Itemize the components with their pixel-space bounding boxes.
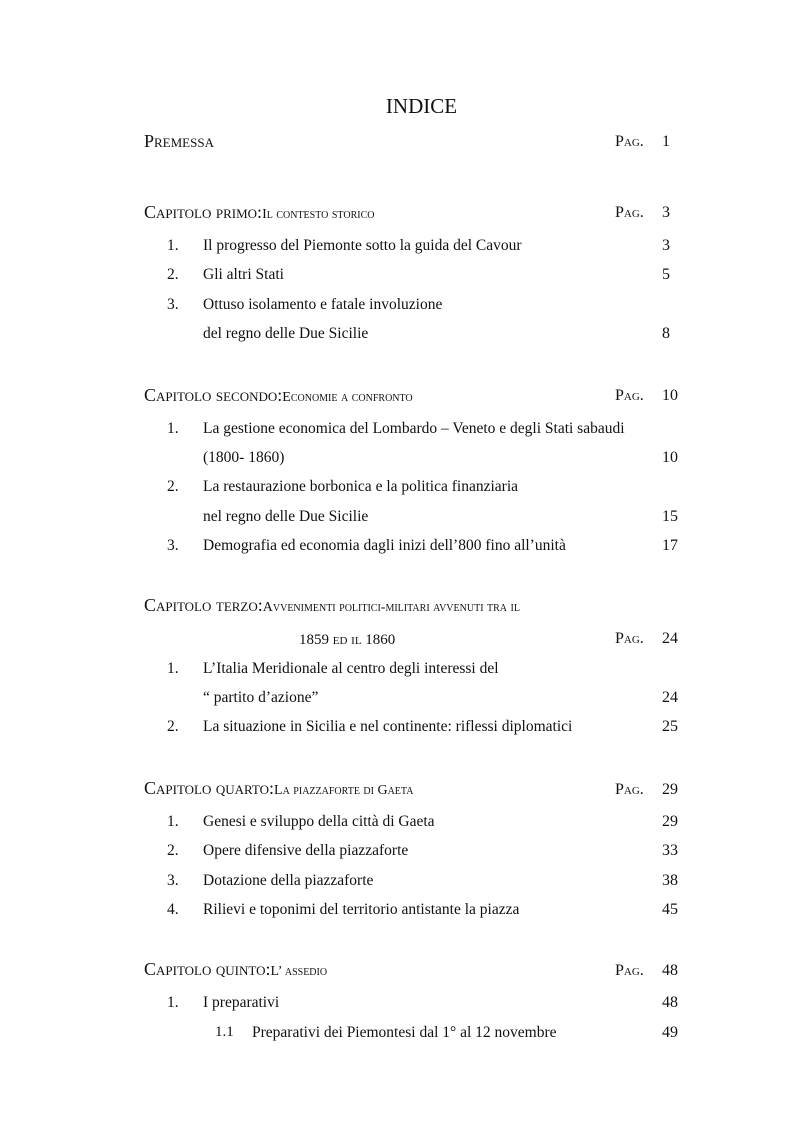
item-page: 29 [662,813,678,830]
chapter-page: 48 [662,962,678,979]
item-page: 5 [662,266,670,283]
item-title-continued: del regno delle Due Sicilie [203,325,369,342]
chapter-subtitle: Il contesto storico [262,207,375,222]
item-title: Rilievi e toponimi del territorio antistante la piazza [203,901,520,918]
item-title: Demografia ed economia dagli inizi dell’800 fino all’unità [203,537,566,554]
item-page: 45 [662,901,678,918]
chapter-pag: Pag. [615,204,644,221]
item-title: La restaurazione borbonica e la politica finanziaria [203,478,519,495]
chapter-name: Capitolo primo: [144,202,263,222]
chapter-name: Capitolo terzo: [144,595,263,615]
premessa-pag: Pag. [615,133,644,150]
item-title: L’Italia Meridionale al centro degli interessi del [203,660,499,677]
chapter-pag: Pag. [615,630,644,647]
chapter-heading [144,385,413,406]
chapter-page: 10 [662,387,678,404]
item-page: 49 [662,1024,678,1041]
item-number: 2. [167,478,179,495]
chapter-heading [144,202,374,223]
chapter-pag: Pag. [615,387,644,404]
chapter-subtitle: Economie a confronto [282,390,413,405]
item-page: 33 [662,842,678,859]
item-title: Dotazione della piazzaforte [203,872,374,889]
chapter-subtitle: Avvenimenti politici-militari avvenuti tra il [262,600,520,615]
chapter-pag: Pag. [615,962,644,979]
chapter-page: 3 [662,204,670,221]
chapter-page: 24 [662,630,678,647]
item-number: 2. [167,842,179,859]
item-title-continued: “ partito d’azione” [203,689,319,706]
premessa-label: Premessa [144,131,214,151]
item-page: 15 [662,508,678,525]
chapter-subtitle-continued: 1859 ed il 1860 [299,632,396,648]
item-page: 48 [662,994,678,1011]
item-title: Gli altri Stati [203,266,284,283]
item-number: 2. [167,718,179,735]
item-number: 1. [167,660,179,677]
chapter-subtitle: L’ assedio [270,964,328,979]
item-page: 10 [662,449,678,466]
chapter-page: 29 [662,781,678,798]
subitem-title: Preparativi dei Piemontesi dal 1° al 12 novembre [252,1024,557,1041]
item-page: 17 [662,537,678,554]
item-title: La situazione in Sicilia e nel continente: riflessi diplomatici [203,718,573,735]
item-page: 3 [662,237,670,254]
index-title: INDICE [385,94,458,118]
chapter-name: Capitolo quarto: [144,778,275,798]
chapter-name: Capitolo secondo: [144,385,283,405]
item-number: 3. [167,872,179,889]
item-title: Opere difensive della piazzaforte [203,842,409,859]
item-page: 24 [662,689,678,706]
item-number: 4. [167,901,179,918]
chapter-heading [144,595,520,616]
chapter-name: Capitolo quinto: [144,959,271,979]
item-title: Genesi e sviluppo della città di Gaeta [203,813,435,830]
item-title-continued: (1800- 1860) [203,449,285,466]
item-number: 1. [167,994,179,1011]
item-title-continued: nel regno delle Due Sicilie [203,508,369,525]
item-number: 3. [167,537,179,554]
chapter-heading [144,778,413,799]
item-title: Ottuso isolamento e fatale involuzione [203,296,443,313]
subitem-number: 1.1 [215,1024,234,1040]
item-title: I preparativi [203,994,280,1011]
chapter-pag: Pag. [615,781,644,798]
chapter-heading [144,959,327,980]
item-number: 2. [167,266,179,283]
item-number: 3. [167,296,179,313]
premessa-page: 1 [662,133,670,150]
item-number: 1. [167,813,179,830]
item-page: 38 [662,872,678,889]
item-page: 8 [662,325,670,342]
item-title: Il progresso del Piemonte sotto la guida del Cavour [203,237,522,254]
chapter-subtitle: La piazzaforte di Gaeta [274,783,414,798]
item-page: 25 [662,718,678,735]
item-title: La gestione economica del Lombardo – Veneto e degli Stati sabaudi [203,420,625,437]
item-number: 1. [167,237,179,254]
item-number: 1. [167,420,179,437]
